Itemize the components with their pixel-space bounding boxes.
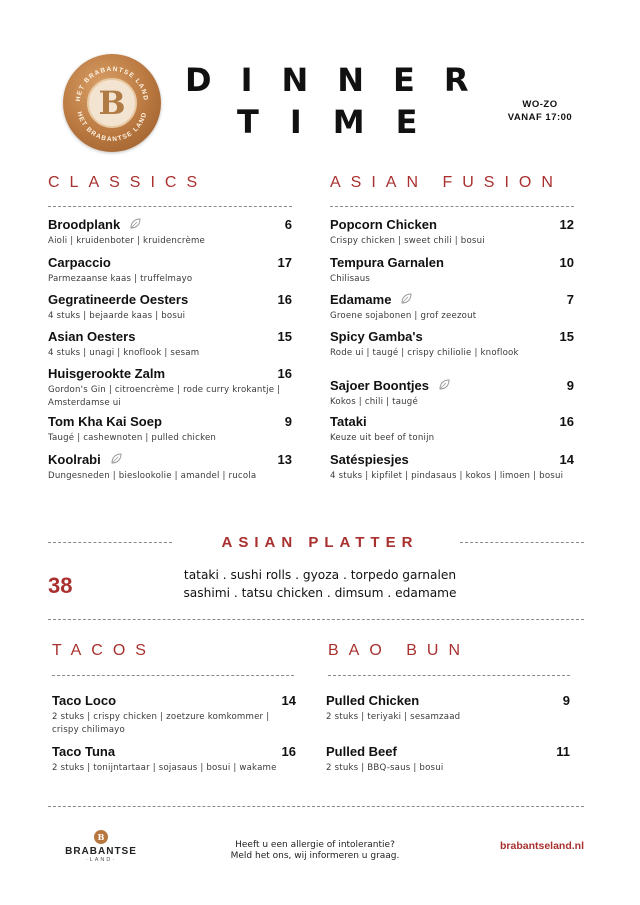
menu-item-description: Parmezaanse kaas | truffelmayo (48, 274, 193, 284)
section-title-tacos: TACOS (52, 642, 156, 659)
section-title-asian-fusion: ASIAN FUSION (330, 174, 563, 191)
menu-item-row (48, 215, 292, 233)
platter-price: 38 (48, 573, 73, 598)
menu-item (52, 742, 296, 775)
menu-item-row (326, 691, 570, 709)
menu-item-row (48, 450, 292, 468)
menu-item-name (330, 329, 423, 344)
menu-item-name-text: Edamame (330, 291, 392, 307)
menu-item-description: 2 stuks | tonijntartaar | sojasaus | bosui | wakame (52, 763, 277, 773)
menu-item (52, 691, 296, 736)
menu-item-row (48, 290, 292, 308)
menu-item-price: 12 (559, 216, 574, 232)
menu-item-price: 9 (284, 413, 292, 429)
divider (48, 206, 292, 207)
footer-logo-letter: B (97, 832, 105, 842)
menu-item-price: 7 (566, 291, 574, 307)
menu-item-row (330, 327, 574, 345)
menu-item-name (52, 693, 116, 708)
menu-item-price: 14 (281, 692, 296, 708)
menu-item-name-text: Popcorn Chicken (330, 216, 437, 232)
menu-item-row (48, 364, 292, 382)
menu-item-row (52, 742, 296, 760)
menu-item (48, 290, 292, 323)
menu-item (48, 327, 292, 360)
menu-item-row (330, 215, 574, 233)
menu-item-description: 2 stuks | BBQ-saus | bosui (326, 763, 444, 773)
divider (328, 675, 570, 676)
menu-item-name (48, 217, 142, 232)
svg-text:HET BRABANTSE LAND: HET BRABANTSE LAND (74, 65, 150, 102)
menu-item-price: 13 (277, 451, 292, 467)
menu-item-row (48, 412, 292, 430)
divider (48, 619, 584, 620)
menu-item-row (330, 412, 574, 430)
menu-item-description: Dungesneden | bieslookolie | amandel | rucola (48, 471, 257, 481)
menu-item-price: 14 (559, 451, 574, 467)
menu-item (48, 253, 292, 286)
menu-item (330, 253, 574, 286)
menu-item-name (48, 452, 123, 467)
menu-item-name (48, 366, 165, 381)
menu-item (330, 327, 574, 360)
menu-item-description: Crispy chicken | sweet chili | bosui (330, 236, 485, 246)
section-title-classics: CLASSICS (48, 174, 208, 191)
menu-item-name-text: Sajoer Boontjes (330, 377, 429, 393)
menu-item (330, 376, 574, 409)
menu-item-name-text: Pulled Chicken (326, 692, 420, 708)
footer-brand: BRABANTSE (65, 846, 137, 857)
menu-item-price: 11 (556, 743, 570, 759)
menu-item-name (52, 744, 115, 759)
vegetarian-leaf-icon (128, 217, 142, 231)
menu-item-name-text: Asian Oesters (48, 328, 136, 344)
menu-item-price: 9 (566, 377, 574, 393)
svg-text:HET BRABANTSE LAND: HET BRABANTSE LAND (75, 110, 149, 144)
menu-item-name-text: Gegratineerde Oesters (48, 291, 189, 307)
footer-logo (60, 830, 142, 864)
section-title-asian-platter: ASIAN PLATTER (221, 534, 419, 551)
menu-item-description: Chilisaus (330, 274, 371, 284)
menu-item-name-text: Pulled Beef (326, 743, 397, 759)
footer-brand-sub: ·LAND· (85, 857, 117, 863)
menu-item-name (330, 414, 367, 429)
menu-item-price: 15 (277, 328, 292, 344)
menu-item-row (330, 290, 574, 308)
hours-days: WO-ZO (522, 99, 558, 110)
logo-letter: B (98, 84, 126, 122)
menu-item-row (330, 450, 574, 468)
menu-item (48, 364, 292, 409)
opening-hours (500, 98, 580, 124)
menu-item-description: Rode ui | taugé | crispy chiliolie | knoflook (330, 348, 519, 358)
menu-item-name (48, 292, 188, 307)
menu-item-description: Aioli | kruidenboter | kruidencrème (48, 236, 206, 246)
menu-item-price: 17 (277, 254, 292, 270)
menu-item-row (326, 742, 570, 760)
menu-item-name (326, 693, 419, 708)
section-title-bao-bun: BAO BUN (328, 642, 471, 659)
title-time: TIME (237, 103, 449, 141)
allergy-line2: Meld het ons, wij informeren u graag. (230, 850, 400, 861)
menu-item-name (48, 414, 162, 429)
menu-item-row (48, 327, 292, 345)
menu-item-name (330, 255, 444, 270)
menu-item (48, 412, 292, 445)
platter-items-line1: tataki . sushi rolls . gyoza . torpedo garnalen (183, 568, 457, 582)
menu-item-name (330, 217, 437, 232)
divider (460, 542, 584, 543)
menu-item-name-text: Carpaccio (48, 254, 111, 270)
menu-item (326, 742, 570, 775)
menu-item-name (330, 292, 413, 307)
menu-item-description: 2 stuks | teriyaki | sesamzaad (326, 712, 461, 722)
vegetarian-leaf-icon (437, 378, 451, 392)
menu-item (48, 450, 292, 483)
hours-time: VANAF 17:00 (507, 112, 573, 123)
menu-item-row (48, 253, 292, 271)
divider (52, 675, 294, 676)
allergy-line1: Heeft u een allergie of intolerantie? (235, 840, 395, 850)
menu-item-name-text: Huisgerookte Zalm (48, 365, 166, 381)
menu-item-name-text: Taco Tuna (52, 743, 116, 759)
menu-item-name-text: Broodplank (48, 216, 121, 232)
menu-item (330, 412, 574, 445)
vegetarian-leaf-icon (399, 292, 413, 306)
menu-item-price: 9 (562, 692, 570, 708)
menu-item-name-text: Satéspiesjes (330, 451, 409, 467)
menu-item-name (326, 744, 397, 759)
platter-items-line2: sashimi . tatsu chicken . dimsum . edamame (183, 586, 457, 600)
menu-item-description: Keuze uit beef of tonijn (330, 433, 435, 443)
menu-item-price: 16 (277, 291, 292, 307)
menu-item-name-text: Tom Kha Kai Soep (48, 413, 162, 429)
menu-item-description: 4 stuks | bejaarde kaas | bosui (48, 311, 186, 321)
menu-item-row (330, 253, 574, 271)
menu-item-name-text: Tempura Garnalen (330, 254, 444, 270)
menu-item-price: 10 (559, 254, 574, 270)
menu-item-description: Groene sojabonen | grof zeezout (330, 311, 477, 321)
menu-item-name (48, 255, 111, 270)
menu-item (330, 215, 574, 248)
menu-item-name-text: Tataki (330, 413, 367, 429)
menu-item-price: 16 (277, 365, 292, 381)
menu-item (48, 215, 292, 248)
menu-item-description: 4 stuks | kipfilet | pindasaus | kokos | limoen | bosui (330, 471, 564, 481)
menu-item-description: Gordon's Gin | citroencrème | rode curry krokantje | Amsterdamse ui (48, 385, 281, 408)
menu-item-name (48, 329, 135, 344)
footer-logo-mark (94, 830, 108, 844)
logo-medallion (87, 78, 137, 128)
allergy-notice (200, 840, 430, 861)
title-dinner: DINNER (185, 61, 498, 99)
menu-item (330, 290, 574, 323)
menu-item-name-text: Koolrabi (48, 451, 101, 467)
menu-item-description: Taugé | cashewnoten | pulled chicken (48, 433, 217, 443)
vegetarian-leaf-icon (109, 452, 123, 466)
menu-item-description: 4 stuks | unagi | knoflook | sesam (48, 348, 200, 358)
menu-item-price: 6 (284, 216, 292, 232)
menu-item-name (330, 452, 409, 467)
menu-item-row (330, 376, 574, 394)
menu-item-name-text: Spicy Gamba's (330, 328, 423, 344)
menu-item (330, 450, 574, 483)
menu-item-price: 16 (281, 743, 296, 759)
menu-item-description: 2 stuks | crispy chicken | zoetzure komkommer | crispy chilimayo (52, 712, 270, 735)
logo-badge (63, 54, 161, 152)
website-link[interactable]: brabantseland.nl (499, 840, 584, 852)
menu-item-row (52, 691, 296, 709)
menu-item-description: Kokos | chili | taugé (330, 397, 418, 407)
menu-item-price: 15 (559, 328, 574, 344)
divider (330, 206, 574, 207)
menu-item-name (330, 378, 451, 393)
menu-item-price: 16 (559, 413, 574, 429)
menu-item-name-text: Taco Loco (52, 692, 117, 708)
divider (48, 806, 584, 807)
menu-item (326, 691, 570, 724)
